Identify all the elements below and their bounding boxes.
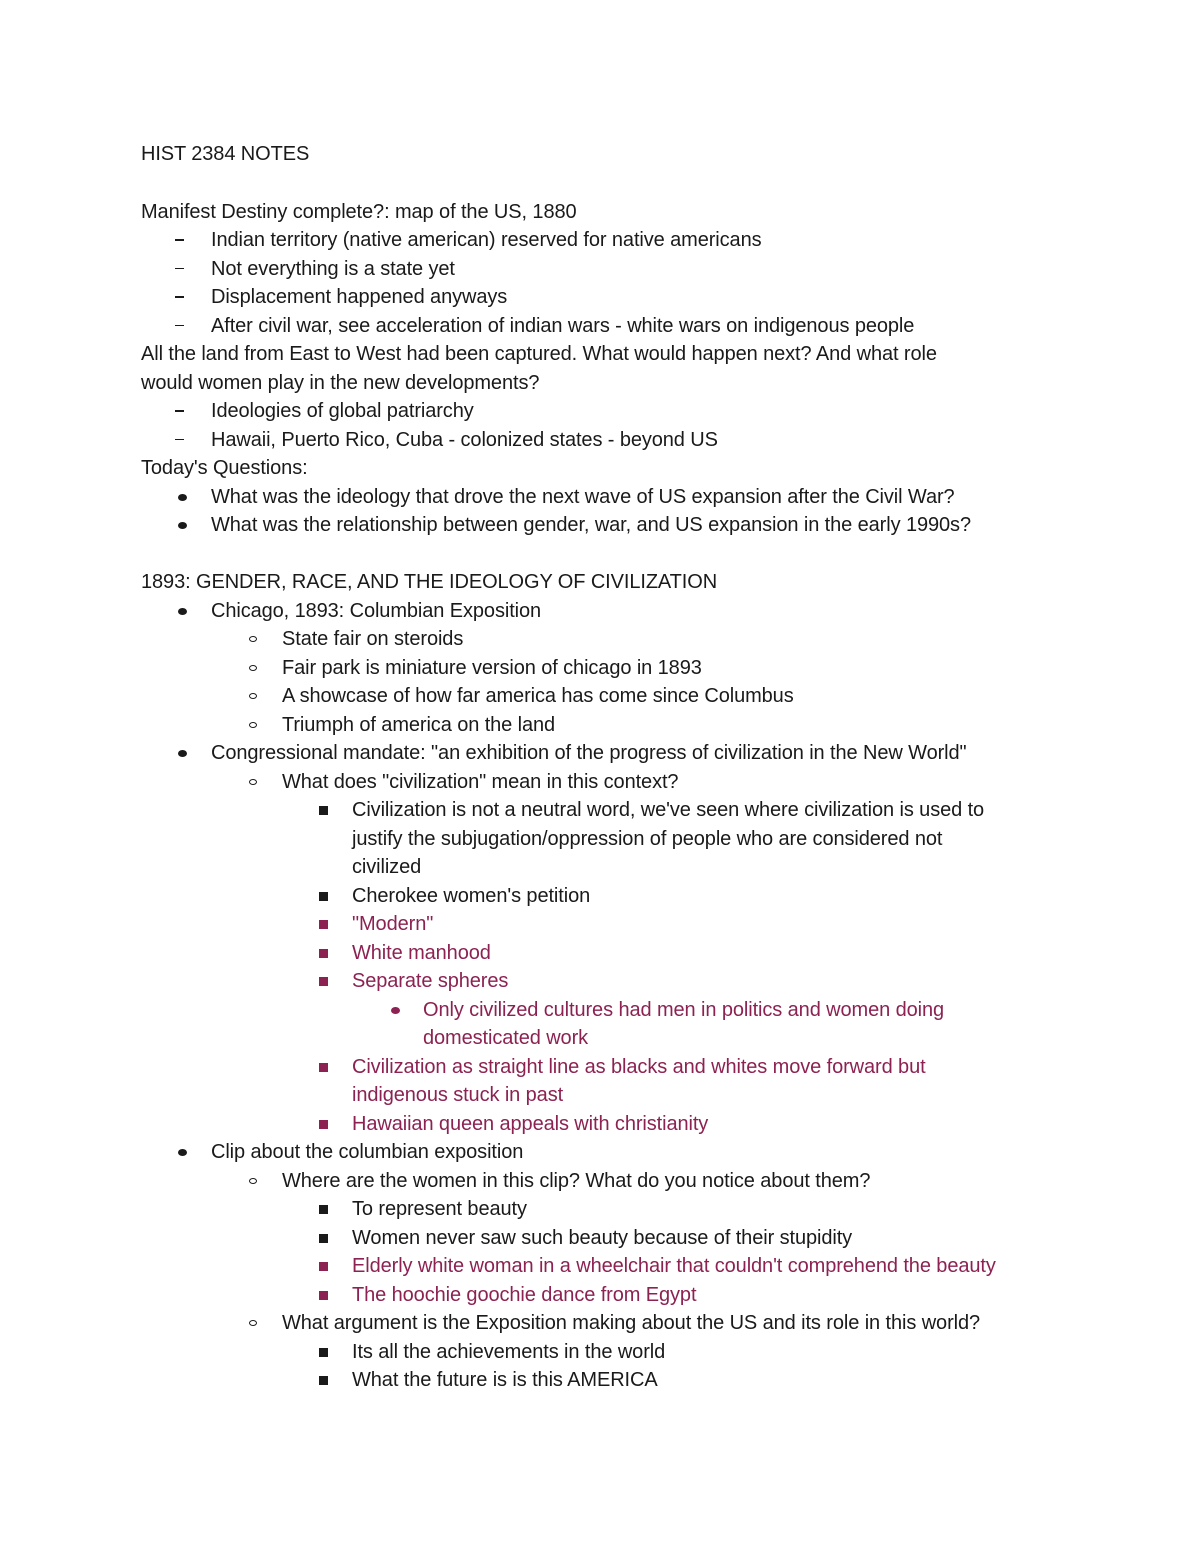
list-item: Fair park is miniature version of chicago in 1893 bbox=[282, 656, 702, 679]
list-item: A showcase of how far america has come since Columbus bbox=[282, 685, 794, 707]
list-item: Where are the women in this clip? What do you notice about them? bbox=[282, 1169, 871, 1192]
disc-bullet-icon bbox=[178, 750, 187, 757]
disc-bullet-icon bbox=[178, 522, 187, 529]
list-item: Congressional mandate: "an exhibition of the progress of civilization in the New World" bbox=[211, 742, 967, 764]
disc-bullet-icon bbox=[178, 1149, 187, 1156]
list-item: Hawaii, Puerto Rico, Cuba - colonized states - beyond US bbox=[211, 428, 718, 451]
list-item: Hawaiian queen appeals with christianity bbox=[352, 1112, 709, 1135]
square-bullet-icon bbox=[319, 1234, 328, 1243]
list-item: Separate spheres bbox=[352, 970, 509, 992]
list-item: What the future is is this AMERICA bbox=[352, 1369, 658, 1391]
list-item: State fair on steroids bbox=[282, 628, 464, 650]
circle-bullet-icon bbox=[249, 693, 257, 699]
continuation-line: justify the subjugation/oppression of people who are considered not bbox=[352, 827, 943, 850]
square-bullet-icon bbox=[319, 920, 328, 929]
square-bullet-icon bbox=[319, 1205, 328, 1214]
circle-bullet-icon bbox=[249, 1320, 257, 1326]
continuation-line: domesticated work bbox=[423, 1027, 589, 1049]
page-title: HIST 2384 NOTES bbox=[141, 143, 310, 165]
circle-bullet-icon bbox=[249, 665, 257, 671]
square-bullet-icon bbox=[319, 1376, 328, 1385]
list-item: Cherokee women's petition bbox=[352, 884, 591, 907]
circle-bullet-icon bbox=[249, 722, 257, 728]
circle-bullet-icon bbox=[249, 1178, 257, 1184]
square-bullet-icon bbox=[319, 1262, 328, 1271]
paragraph-line: 1893: GENDER, RACE, AND THE IDEOLOGY OF CIVILIZATION bbox=[141, 571, 718, 593]
dash-bullet-icon bbox=[175, 325, 184, 327]
list-item: Indian territory (native american) reserved for native americans bbox=[211, 229, 762, 251]
list-item: Chicago, 1893: Columbian Exposition bbox=[211, 599, 542, 622]
circle-bullet-icon bbox=[249, 779, 257, 785]
dash-bullet-icon bbox=[175, 439, 184, 441]
list-item: The hoochie goochie dance from Egypt bbox=[352, 1283, 697, 1306]
disc-bullet-icon bbox=[178, 494, 187, 501]
list-item: Displacement happened anyways bbox=[211, 286, 508, 308]
paragraph-line: All the land from East to West had been captured. What would happen next? And what role bbox=[141, 343, 937, 365]
paragraph-line: Today's Questions: bbox=[141, 457, 308, 479]
list-item: Only civilized cultures had men in politics and women doing bbox=[423, 998, 945, 1021]
list-item: What was the ideology that drove the next wave of US expansion after the Civil War? bbox=[211, 485, 955, 508]
circle-bullet-icon bbox=[249, 636, 257, 642]
dash-bullet-icon bbox=[175, 410, 184, 412]
disc-bullet-icon bbox=[391, 1007, 400, 1014]
square-bullet-icon bbox=[319, 949, 328, 958]
list-item: What argument is the Exposition making about the US and its role in this world? bbox=[282, 1312, 981, 1334]
dash-bullet-icon bbox=[175, 239, 184, 241]
square-bullet-icon bbox=[319, 1120, 328, 1129]
square-bullet-icon bbox=[319, 1063, 328, 1072]
list-item: White manhood bbox=[352, 941, 491, 964]
disc-bullet-icon bbox=[178, 608, 187, 615]
list-item: Clip about the columbian exposition bbox=[211, 1141, 524, 1163]
list-item: Civilization as straight line as blacks and whites move forward but bbox=[352, 1055, 926, 1078]
list-item: Ideologies of global patriarchy bbox=[211, 400, 474, 422]
square-bullet-icon bbox=[319, 1291, 328, 1300]
list-item: What was the relationship between gender, war, and US expansion in the early 1990s? bbox=[211, 514, 971, 536]
square-bullet-icon bbox=[319, 806, 328, 815]
list-item: To represent beauty bbox=[352, 1198, 527, 1220]
list-item: Civilization is not a neutral word, we've seen where civilization is used to bbox=[352, 799, 985, 821]
list-item: Its all the achievements in the world bbox=[352, 1340, 666, 1363]
square-bullet-icon bbox=[319, 892, 328, 901]
dash-bullet-icon bbox=[175, 268, 184, 270]
list-item: Triumph of america on the land bbox=[282, 713, 556, 736]
dash-bullet-icon bbox=[175, 296, 184, 298]
square-bullet-icon bbox=[319, 1348, 328, 1357]
paragraph-line: Manifest Destiny complete?: map of the US, 1880 bbox=[141, 200, 577, 223]
list-item: What does "civilization" mean in this context? bbox=[282, 770, 679, 793]
list-item: Elderly white woman in a wheelchair that couldn't comprehend the beauty bbox=[352, 1255, 996, 1277]
square-bullet-icon bbox=[319, 977, 328, 986]
list-item: "Modern" bbox=[352, 913, 434, 935]
list-item: Not everything is a state yet bbox=[211, 257, 455, 280]
list-item: After civil war, see acceleration of indian wars - white wars on indigenous people bbox=[211, 314, 915, 337]
continuation-line: indigenous stuck in past bbox=[352, 1084, 564, 1106]
continuation-line: civilized bbox=[352, 856, 422, 878]
list-item: Women never saw such beauty because of their stupidity bbox=[352, 1226, 853, 1249]
paragraph-line: would women play in the new developments? bbox=[141, 371, 540, 394]
